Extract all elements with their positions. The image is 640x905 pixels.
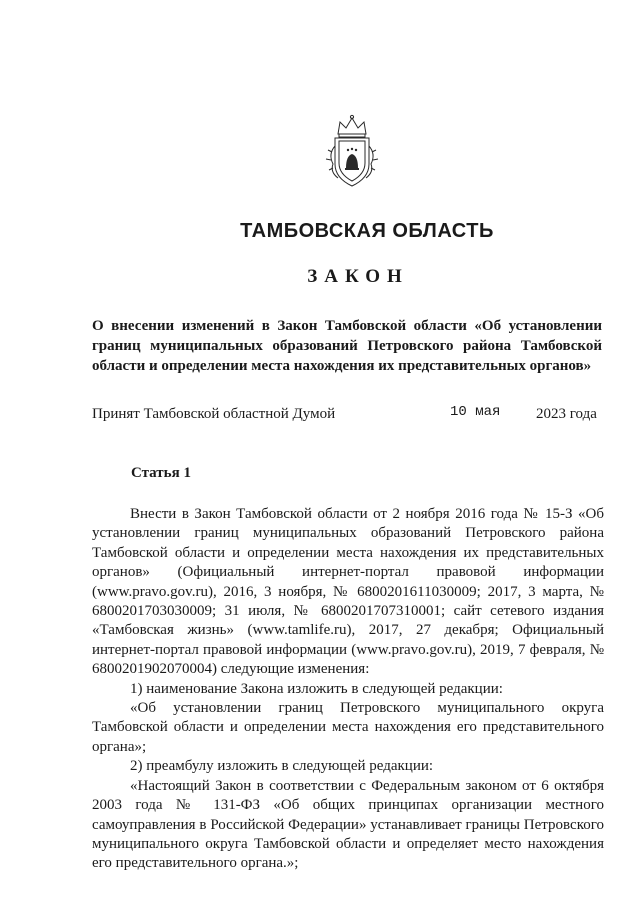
article-heading: Статья 1 — [131, 465, 191, 481]
tambov-region-coat-of-arms-icon — [322, 112, 382, 192]
article-body — [92, 505, 604, 874]
region-title: ТАМБОВСКАЯ ОБЛАСТЬ — [240, 220, 494, 242]
adoption-label: Принят Тамбовской областной Думой — [92, 406, 336, 422]
law-title: О внесении изменений в Закон Тамбовской области «Об установлении границ муниципальных образований Петровского района Тамбовской области и определении места нахождения их представительных органов» — [92, 318, 602, 374]
adoption-row — [92, 404, 602, 426]
article-paragraph: 1) наименование Закона изложить в следующей редакции: — [130, 680, 503, 697]
article-paragraph: «Настоящий Закон в соответствии с Федеральным законом от 6 октября 2003 года № 131-ФЗ «Об общих принципах организации местного самоуправления в Российской Федерации» устанавливает границы Петровского муниципального округа Тамбовской области и определяет место нахождения его представительного органа.»; — [92, 777, 604, 872]
adoption-date: 10 мая — [450, 404, 501, 420]
article-paragraph: 2) преамбулу изложить в следующей редакции: — [130, 758, 434, 775]
document-type-title: ЗАКОН — [307, 266, 409, 287]
adoption-year: 2023 года — [536, 406, 597, 422]
article-paragraph: «Об установлении границ Петровского муниципального округа Тамбовской области и определении места нахождения его представительного органа»; — [92, 700, 604, 755]
article-paragraph: Внести в Закон Тамбовской области от 2 ноября 2016 года № 15-З «Об установлении границ муниципальных образований Петровского района Тамбовской области и определении места нахождения их представительных органов» (Официальный интернет-портал правовой информации (www.pravo.gov.ru), 2016, 3 ноября, № 6800201611030009; 2017, 3 марта, № 6800201703030009; 31 июля, № 6800201707310001; сайт сетевого издания «Тамбовская жизнь» (www.tamlife.ru), 2017, 27 декабря; Официальный интернет-портал правовой информации (www.pravo.gov.ru), 2019, 7 февраля, № 6800201902070004) следующие изменения: — [92, 506, 604, 678]
